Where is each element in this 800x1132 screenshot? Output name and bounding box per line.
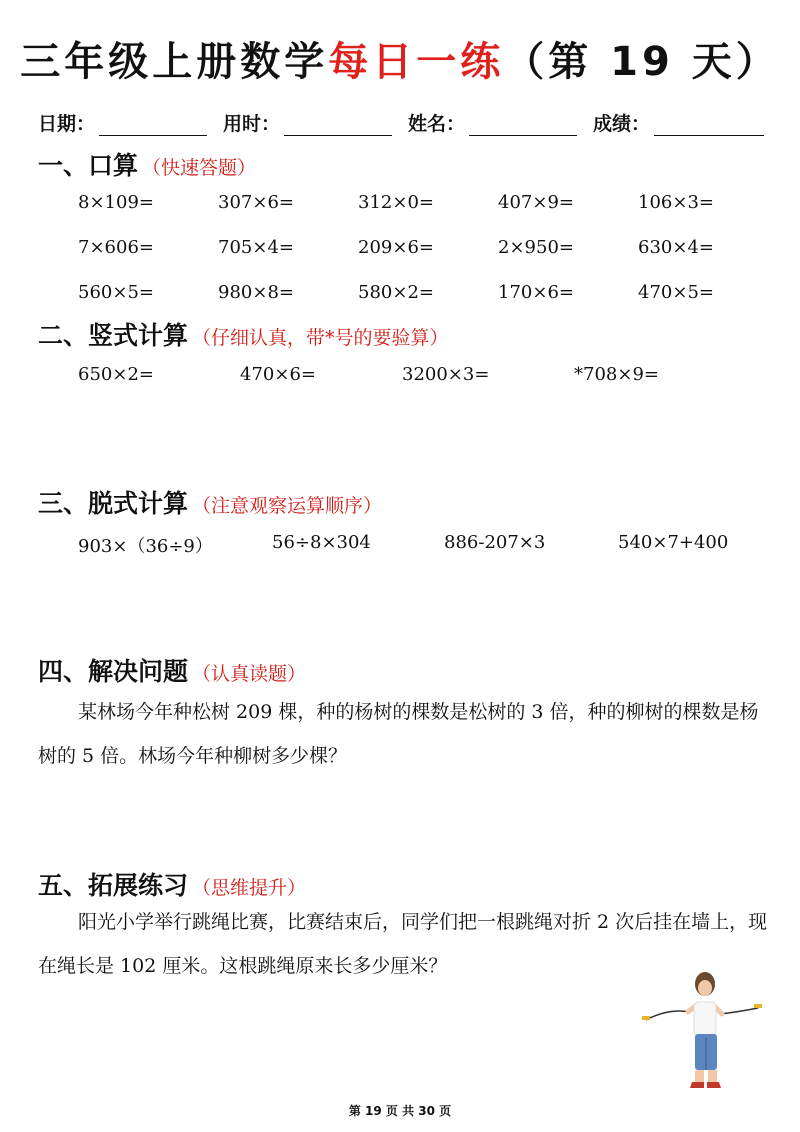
name-field xyxy=(408,109,577,136)
oral-item: 630×4= xyxy=(638,237,714,258)
section-heading: 四、解决问题 xyxy=(38,657,189,686)
date-blank[interactable] xyxy=(99,115,207,136)
page-title xyxy=(0,30,800,87)
oral-item: 8×109= xyxy=(78,192,154,213)
vertical-item: 3200×3= xyxy=(402,364,490,385)
score-label: 成绩： xyxy=(593,113,651,135)
title-day: （第 19 天） xyxy=(504,39,780,85)
oral-item: 407×9= xyxy=(498,192,574,213)
stepwise-item: 56÷8×304 xyxy=(272,532,371,553)
extension-problem-text: 阳光小学举行跳绳比赛，比赛结束后，同学们把一根跳绳对折 2 次后挂在墙上，现在绳长是 102 厘米。这根跳绳原来长多少厘米？ xyxy=(38,911,768,977)
stepwise-item: 886-207×3 xyxy=(444,532,546,553)
time-field xyxy=(223,109,392,136)
title-highlight: 每日一练 xyxy=(328,39,505,85)
section-heading: 二、竖式计算 xyxy=(38,321,189,350)
section-heading: 一、口算 xyxy=(38,151,139,180)
oral-item: 470×5= xyxy=(638,282,714,303)
title-main: 三年级上册数学 xyxy=(20,39,329,85)
oral-item: 106×3= xyxy=(638,192,714,213)
stepwise-calc-row xyxy=(78,532,778,558)
oral-item: 7×606= xyxy=(78,237,154,258)
section-stepwise-title xyxy=(38,484,382,520)
oral-item: 209×6= xyxy=(358,237,434,258)
section-hint: （快速答题） xyxy=(142,157,257,179)
section-vertical-title xyxy=(38,316,449,352)
section-hint: （思维提升） xyxy=(192,877,307,899)
section-heading: 三、脱式计算 xyxy=(38,489,189,518)
score-blank[interactable] xyxy=(654,115,764,136)
section-hint: （仔细认真，带*号的要验算） xyxy=(192,327,449,349)
stepwise-item: 540×7+400 xyxy=(618,532,729,553)
oral-grid xyxy=(78,180,778,315)
oral-item: 580×2= xyxy=(358,282,434,303)
oral-item: 2×950= xyxy=(498,237,574,258)
section-hint: （认真读题） xyxy=(192,663,307,685)
info-row xyxy=(38,104,768,136)
oral-item: 312×0= xyxy=(358,192,434,213)
oral-item: 170×6= xyxy=(498,282,574,303)
vertical-item: 470×6= xyxy=(240,364,316,385)
date-field xyxy=(38,109,207,136)
vertical-item: 650×2= xyxy=(78,364,154,385)
page-footer: 第 19 页 共 30 页 xyxy=(348,1104,452,1118)
oral-row xyxy=(78,270,778,315)
name-label: 姓名： xyxy=(408,113,466,135)
score-field xyxy=(593,109,764,136)
oral-row xyxy=(78,225,778,270)
oral-row xyxy=(78,180,778,225)
section-hint: （注意观察运算顺序） xyxy=(192,495,383,517)
section-problem-title xyxy=(38,652,306,688)
section-oral-title xyxy=(38,146,256,182)
oral-item: 560×5= xyxy=(78,282,154,303)
vertical-calc-row xyxy=(78,364,778,385)
oral-item: 980×8= xyxy=(218,282,294,303)
time-label: 用时： xyxy=(223,113,281,135)
oral-item: 307×6= xyxy=(218,192,294,213)
section-heading: 五、拓展练习 xyxy=(38,871,189,900)
problem-text: 某林场今年种松树 209 棵，种的杨树的棵数是松树的 3 倍，种的柳树的棵数是杨树的 5 倍。林场今年种柳树多少棵？ xyxy=(38,701,759,767)
stepwise-item: 903×（36÷9） xyxy=(78,536,213,557)
girl-jump-rope-illustration xyxy=(638,968,768,1098)
date-label: 日期： xyxy=(38,113,96,135)
time-blank[interactable] xyxy=(284,115,392,136)
oral-item: 705×4= xyxy=(218,237,294,258)
vertical-item: *708×9= xyxy=(574,364,659,385)
name-blank[interactable] xyxy=(469,115,577,136)
section-extension-title xyxy=(38,866,306,902)
